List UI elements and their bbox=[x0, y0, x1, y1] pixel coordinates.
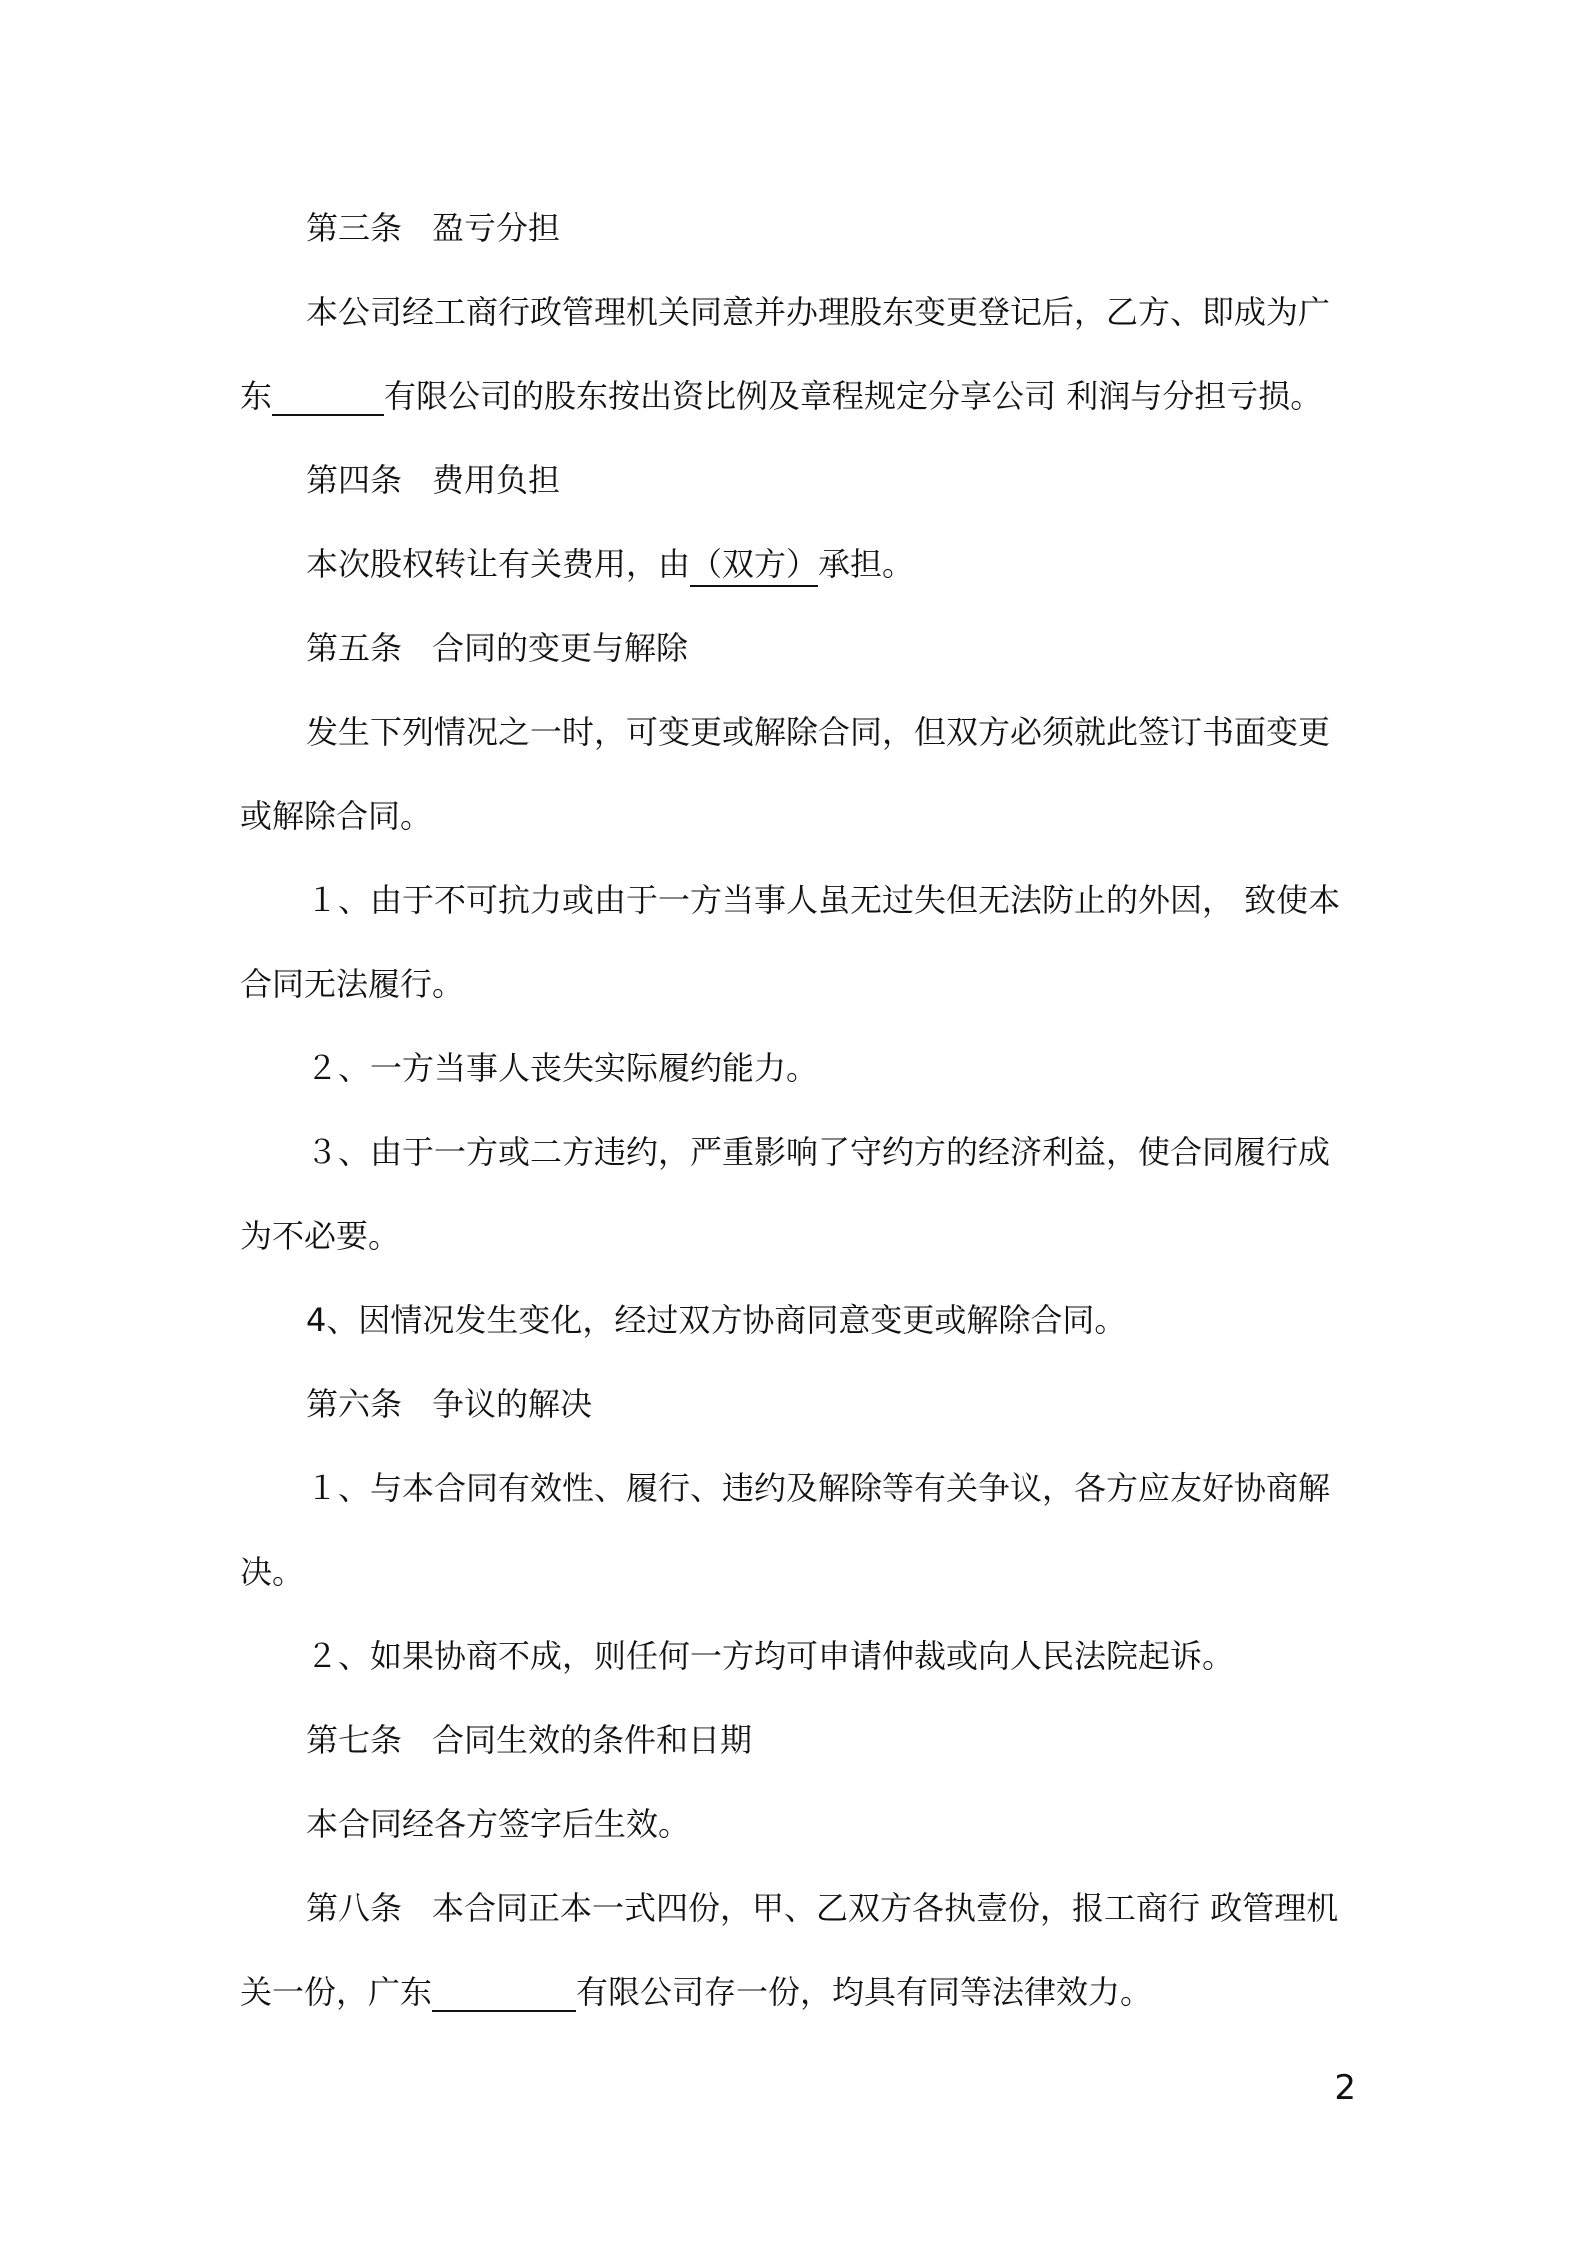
article-5-heading bbox=[306, 628, 688, 668]
article-5-item-3-line-2: 为不必要。 bbox=[240, 1217, 401, 1255]
article-8-line-2 bbox=[240, 1972, 1152, 2012]
article-6-item-1-line-1: １、与本合同有效性、履行、违约及解除等有关争议，各方应友好协商解 bbox=[306, 1469, 1331, 1507]
article-5-item-2: ２、一方当事人丧失实际履约能力。 bbox=[306, 1049, 819, 1087]
article-6-number: 第六条 bbox=[306, 1385, 403, 1423]
article-4-title: 费用负担 bbox=[432, 461, 561, 499]
article-7-number: 第七条 bbox=[306, 1721, 403, 1759]
article-5-paragraph-line-2: 或解除合同。 bbox=[240, 797, 433, 835]
article-4-number: 第四条 bbox=[306, 461, 403, 499]
text-segment: 承担。 bbox=[818, 545, 915, 583]
article-4-paragraph bbox=[306, 544, 914, 584]
article-8-line-1 bbox=[306, 1888, 1338, 1928]
article-5-item-4: 4、因情况发生变化，经过双方协商同意变更或解除合同。 bbox=[306, 1301, 1127, 1339]
text-segment: 关一份，广东 bbox=[240, 1973, 433, 2011]
article-4-heading bbox=[306, 460, 560, 500]
article-6-title: 争议的解决 bbox=[432, 1385, 593, 1423]
company-name-blank bbox=[272, 380, 384, 416]
page-number: 2 bbox=[1334, 2068, 1356, 2108]
article-3-paragraph-line-1: 本公司经工商行政管理机关同意并办理股东变更登记后，乙方、即成为广 bbox=[306, 293, 1331, 331]
company-name-blank bbox=[432, 1976, 576, 2012]
article-7-heading bbox=[306, 1720, 752, 1760]
article-5-item-1-line-1: １、由于不可抗力或由于一方当事人虽无过失但无法防止的外因， 致使本 bbox=[306, 881, 1341, 919]
article-5-title: 合同的变更与解除 bbox=[432, 629, 689, 667]
article-3-number: 第三条 bbox=[306, 209, 403, 247]
text-segment: 东 bbox=[240, 377, 273, 415]
article-6-heading bbox=[306, 1384, 592, 1424]
article-7-paragraph: 本合同经各方签字后生效。 bbox=[306, 1805, 691, 1843]
article-6-item-1-line-2: 决。 bbox=[240, 1553, 305, 1591]
article-3-title: 盈亏分担 bbox=[432, 209, 561, 247]
text-segment: 有限公司的股东按出资比例及章程规定分享公司 利润与分担亏损。 bbox=[384, 377, 1323, 415]
article-8-number: 第八条 bbox=[306, 1889, 403, 1927]
article-3-paragraph-line-2 bbox=[240, 376, 1322, 416]
article-5-item-1-line-2: 合同无法履行。 bbox=[240, 965, 465, 1003]
article-6-item-2: ２、如果协商不成，则任何一方均可申请仲裁或向人民法院起诉。 bbox=[306, 1637, 1235, 1675]
text-segment: 本合同正本一式四份，甲、乙双方各执壹份，报工商行 政管理机 bbox=[432, 1889, 1339, 1927]
article-5-paragraph-line-1: 发生下列情况之一时，可变更或解除合同，但双方必须就此签订书面变更 bbox=[306, 713, 1331, 751]
text-segment: 本次股权转让有关费用，由 bbox=[306, 545, 691, 583]
filled-blank-both-parties: （双方） bbox=[690, 545, 818, 587]
article-3-heading bbox=[306, 208, 560, 248]
article-5-number: 第五条 bbox=[306, 629, 403, 667]
article-7-title: 合同生效的条件和日期 bbox=[432, 1721, 753, 1759]
article-5-item-3-line-1: ３、由于一方或二方违约，严重影响了守约方的经济利益，使合同履行成 bbox=[306, 1133, 1331, 1171]
text-segment: 有限公司存一份，均具有同等法律效力。 bbox=[576, 1973, 1153, 2011]
